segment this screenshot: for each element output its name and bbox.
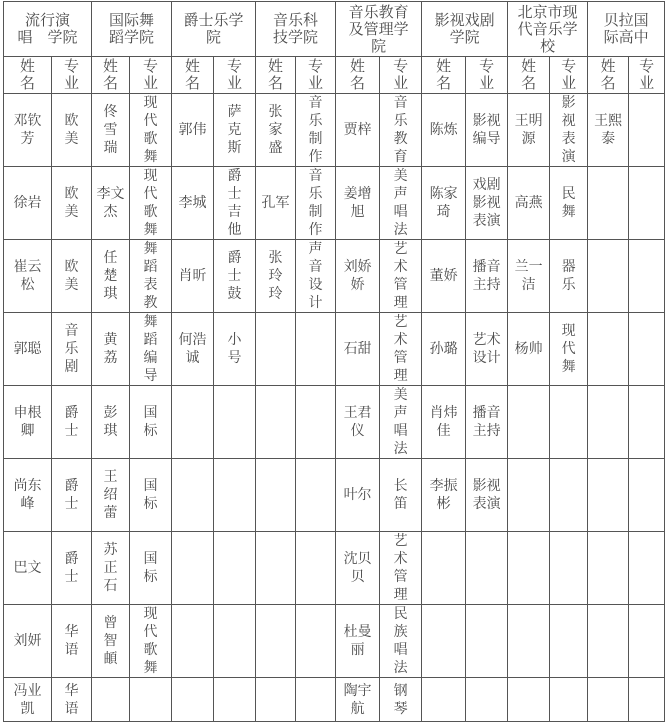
student-major-cell: 影视 表演 [466, 459, 508, 532]
student-name-cell: 董娇 [422, 240, 466, 313]
student-name-cell: 李文杰 [92, 167, 130, 240]
student-major-cell: 音 乐 教 育 [380, 94, 422, 167]
column-header-name: 姓 名 [336, 57, 380, 94]
student-major-cell: 爵 士 [52, 459, 92, 532]
student-name-cell [588, 386, 629, 459]
student-major-cell [629, 313, 665, 386]
student-major-cell [629, 386, 665, 459]
student-major-cell: 播音 主持 [466, 386, 508, 459]
student-major-cell: 音 乐 制 作 [296, 94, 336, 167]
student-major-cell: 舞 蹈 表 教 [130, 240, 172, 313]
student-major-cell: 爵 士 [52, 532, 92, 605]
student-name-cell [588, 459, 629, 532]
column-header-name: 姓 名 [92, 57, 130, 94]
student-name-cell: 苏 正 石 [92, 532, 130, 605]
student-name-cell: 黄 荔 [92, 313, 130, 386]
student-major-cell: 艺 术 管 理 [380, 532, 422, 605]
student-major-cell: 欧 美 [52, 167, 92, 240]
student-major-cell [214, 386, 256, 459]
admissions-table [3, 1, 665, 722]
student-major-cell: 爵 士 鼓 [214, 240, 256, 313]
student-major-cell: 音 乐 制 作 [296, 167, 336, 240]
school-name: 国际舞 蹈学院 [92, 2, 172, 57]
student-name-cell: 兰一 洁 [508, 240, 550, 313]
school-name: 音乐教育 及管理学 院 [336, 2, 422, 57]
table-row [4, 459, 665, 532]
student-name-cell: 佟 雪 瑞 [92, 94, 130, 167]
column-header-name: 姓 名 [4, 57, 52, 94]
school-header-row [4, 2, 665, 57]
student-name-cell [256, 313, 296, 386]
student-major-cell: 播音 主持 [466, 240, 508, 313]
table-row [4, 94, 665, 167]
student-major-cell [550, 532, 588, 605]
student-major-cell: 现 代 歌 舞 [130, 167, 172, 240]
student-name-cell: 王 绍 蕾 [92, 459, 130, 532]
student-name-cell [422, 532, 466, 605]
student-name-cell: 孙璐 [422, 313, 466, 386]
student-major-cell: 影视 编导 [466, 94, 508, 167]
student-name-cell: 沈贝 贝 [336, 532, 380, 605]
school-name: 音乐科 技学院 [256, 2, 336, 57]
school-name: 流行演 唱 学院 [4, 2, 92, 57]
student-major-cell [296, 313, 336, 386]
student-major-cell: 声 音 设 计 [296, 240, 336, 313]
school-name: 贝拉国 际高中 [588, 2, 665, 57]
student-major-cell: 长 笛 [380, 459, 422, 532]
student-major-cell: 美 声 唱 法 [380, 167, 422, 240]
student-name-cell: 彭 琪 [92, 386, 130, 459]
student-name-cell: 何浩 诚 [172, 313, 214, 386]
student-name-cell: 杜曼 丽 [336, 605, 380, 678]
student-name-cell: 王君 仪 [336, 386, 380, 459]
student-major-cell: 影 视 表 演 [550, 94, 588, 167]
column-header-major: 专 业 [466, 57, 508, 94]
column-header-name: 姓 名 [256, 57, 296, 94]
student-major-cell [214, 605, 256, 678]
student-name-cell [172, 459, 214, 532]
column-header-major: 专 业 [52, 57, 92, 94]
student-major-cell: 国 标 [130, 532, 172, 605]
student-name-cell: 陈炼 [422, 94, 466, 167]
student-major-cell [629, 532, 665, 605]
student-major-cell: 欧 美 [52, 240, 92, 313]
student-major-cell: 艺 术 管 理 [380, 240, 422, 313]
student-major-cell [296, 386, 336, 459]
student-major-cell: 钢 琴 [380, 678, 422, 722]
student-name-cell: 李城 [172, 167, 214, 240]
student-major-cell: 舞 蹈 编 导 [130, 313, 172, 386]
student-name-cell: 贾梓 [336, 94, 380, 167]
student-major-cell [629, 94, 665, 167]
student-major-cell: 小 号 [214, 313, 256, 386]
student-major-cell [550, 386, 588, 459]
student-major-cell: 美 声 唱 法 [380, 386, 422, 459]
student-major-cell: 国 标 [130, 459, 172, 532]
student-name-cell: 冯业 凯 [4, 678, 52, 722]
column-header-major: 专 业 [550, 57, 588, 94]
student-name-cell [256, 605, 296, 678]
student-major-cell [629, 605, 665, 678]
student-major-cell: 艺术 设计 [466, 313, 508, 386]
column-header-name: 姓 名 [588, 57, 629, 94]
student-name-cell [588, 605, 629, 678]
table-row [4, 313, 665, 386]
student-major-cell [550, 605, 588, 678]
student-name-cell: 陶宇 航 [336, 678, 380, 722]
student-name-cell: 王明 源 [508, 94, 550, 167]
student-name-cell: 肖炜 佳 [422, 386, 466, 459]
student-name-cell: 孔军 [256, 167, 296, 240]
student-major-cell [296, 605, 336, 678]
student-major-cell: 民 舞 [550, 167, 588, 240]
student-major-cell: 爵 士 吉 他 [214, 167, 256, 240]
student-name-cell [508, 459, 550, 532]
table-row [4, 167, 665, 240]
student-major-cell: 华 语 [52, 678, 92, 722]
table-row [4, 386, 665, 459]
student-major-cell [629, 459, 665, 532]
student-major-cell [629, 167, 665, 240]
student-name-cell: 肖昕 [172, 240, 214, 313]
student-major-cell: 民 族 唱 法 [380, 605, 422, 678]
student-name-cell: 王熙 泰 [588, 94, 629, 167]
student-name-cell: 徐岩 [4, 167, 52, 240]
student-major-cell: 现 代 歌 舞 [130, 94, 172, 167]
student-name-cell [508, 532, 550, 605]
student-major-cell: 戏剧 影视 表演 [466, 167, 508, 240]
student-name-cell: 杨帅 [508, 313, 550, 386]
student-name-cell [172, 532, 214, 605]
student-name-cell: 张 家 盛 [256, 94, 296, 167]
student-major-cell [214, 459, 256, 532]
student-name-cell: 陈家 琦 [422, 167, 466, 240]
student-name-cell: 崔云 松 [4, 240, 52, 313]
student-name-cell: 任 楚 琪 [92, 240, 130, 313]
student-name-cell [172, 605, 214, 678]
student-major-cell: 爵 士 [52, 386, 92, 459]
column-header-major: 专 业 [296, 57, 336, 94]
student-major-cell [550, 459, 588, 532]
student-major-cell: 现 代 歌 舞 [130, 605, 172, 678]
student-major-cell: 华 语 [52, 605, 92, 678]
student-name-cell [588, 240, 629, 313]
student-name-cell: 尚东 峰 [4, 459, 52, 532]
student-name-cell [508, 386, 550, 459]
student-name-cell: 申根 卿 [4, 386, 52, 459]
school-name: 爵士乐学 院 [172, 2, 256, 57]
student-major-cell [466, 605, 508, 678]
student-name-cell: 邓钦 芳 [4, 94, 52, 167]
student-name-cell: 高燕 [508, 167, 550, 240]
student-name-cell [588, 532, 629, 605]
student-major-cell [296, 459, 336, 532]
student-major-cell: 艺 术 管 理 [380, 313, 422, 386]
student-name-cell: 郭伟 [172, 94, 214, 167]
student-name-cell: 叶尔 [336, 459, 380, 532]
student-name-cell: 张 玲 玲 [256, 240, 296, 313]
school-name: 北京市现 代音乐学 校 [508, 2, 588, 57]
column-header-major: 专 业 [130, 57, 172, 94]
student-major-cell: 现 代 舞 [550, 313, 588, 386]
student-name-cell [422, 605, 466, 678]
student-name-cell: 刘娇 娇 [336, 240, 380, 313]
student-name-cell [588, 167, 629, 240]
school-name: 影视戏剧 学院 [422, 2, 508, 57]
student-major-cell [629, 240, 665, 313]
table-body [4, 94, 665, 722]
table-row [4, 605, 665, 678]
column-header-name: 姓 名 [172, 57, 214, 94]
column-header-row [4, 57, 665, 94]
column-header-major: 专 业 [214, 57, 256, 94]
student-major-cell: 欧 美 [52, 94, 92, 167]
student-major-cell [214, 532, 256, 605]
student-major-cell: 器 乐 [550, 240, 588, 313]
student-major-cell [296, 532, 336, 605]
student-name-cell: 李振 彬 [422, 459, 466, 532]
student-name-cell [508, 605, 550, 678]
student-name-cell: 巴文 [4, 532, 52, 605]
student-name-cell: 石甜 [336, 313, 380, 386]
column-header-major: 专 业 [629, 57, 665, 94]
student-major-cell: 音 乐 剧 [52, 313, 92, 386]
student-name-cell: 郭聪 [4, 313, 52, 386]
student-major-cell: 萨 克 斯 [214, 94, 256, 167]
student-name-cell [588, 313, 629, 386]
student-name-cell: 刘妍 [4, 605, 52, 678]
student-name-cell [172, 386, 214, 459]
student-name-cell [256, 386, 296, 459]
student-name-cell: 曾 智 頔 [92, 605, 130, 678]
student-major-cell: 国 标 [130, 386, 172, 459]
column-header-name: 姓 名 [422, 57, 466, 94]
student-name-cell: 姜增 旭 [336, 167, 380, 240]
column-header-name: 姓 名 [508, 57, 550, 94]
table-row [4, 532, 665, 605]
student-name-cell [256, 532, 296, 605]
student-major-cell [466, 532, 508, 605]
table-row [4, 240, 665, 313]
student-name-cell [256, 459, 296, 532]
column-header-major: 专 业 [380, 57, 422, 94]
